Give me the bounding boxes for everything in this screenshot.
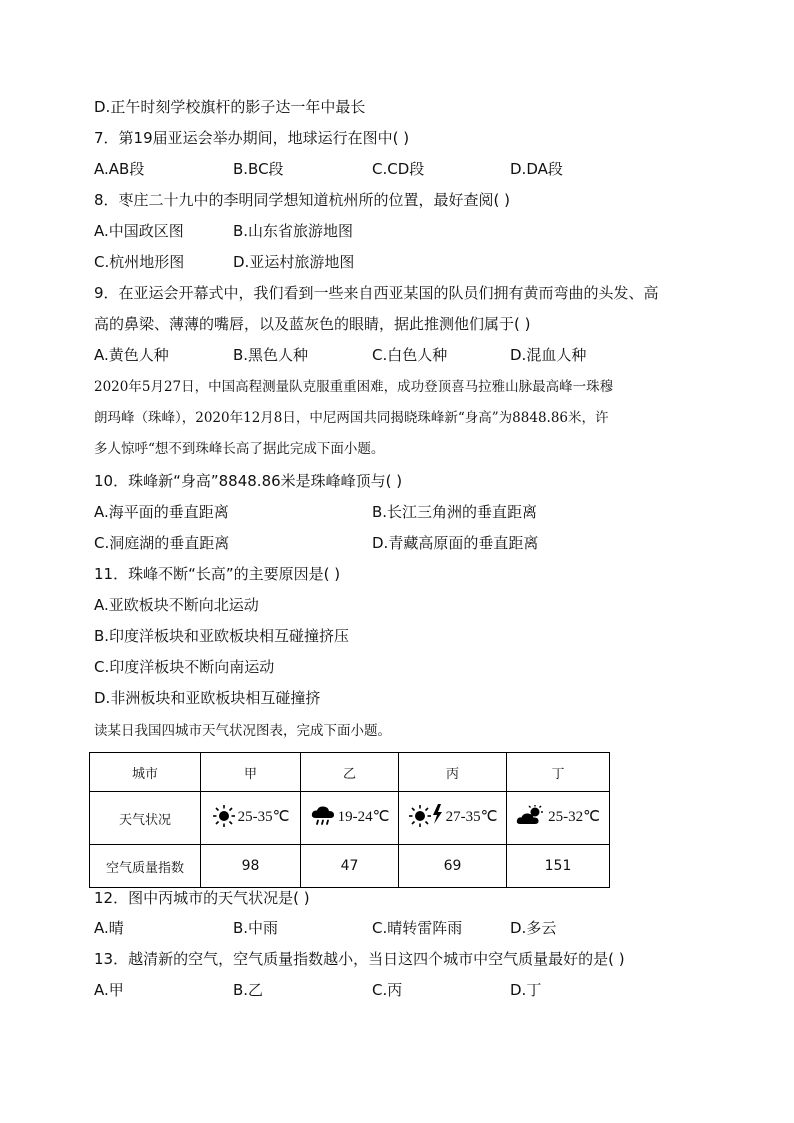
weather-label: 天气状况 — [90, 792, 201, 845]
aqi-yi: 47 — [301, 845, 399, 888]
q6-option-d: D.正午时刻学校旗杆的影子达一年中最长 — [94, 98, 366, 116]
table-intro: 读某日我国四城市天气状况图表，完成下面小题。 — [94, 723, 391, 739]
q8-option-c: C.杭州地形图 — [94, 253, 185, 271]
header-jia: 甲 — [201, 753, 301, 792]
rain-icon — [310, 804, 336, 828]
q7-option-a: A.AB段 — [94, 160, 145, 178]
q12-option-c: C.晴转雷阵雨 — [372, 919, 463, 937]
table-aqi-row — [90, 845, 610, 888]
question-12: 12．图中丙城市的天气状况是( ) — [94, 889, 310, 907]
weather-cell-bing — [399, 792, 507, 845]
q9-option-c: C.白色人种 — [372, 346, 448, 364]
passage-line-1: 2020年5月27日，中国高程测量队克服重重困难，成功登顶喜马拉雅山脉最高峰一珠穆 — [94, 379, 614, 395]
q13-option-a: A.甲 — [94, 981, 124, 999]
sun-thunder-icon — [408, 803, 444, 829]
sun-icon — [212, 804, 236, 828]
question-13: 13．越清新的空气，空气质量指数越小，当日这四个城市中空气质量最好的是( ) — [94, 950, 625, 968]
temp-yi: 19-24℃ — [337, 808, 390, 825]
q8-option-d: D.亚运村旅游地图 — [233, 253, 355, 271]
q9-option-a: A.黄色人种 — [94, 346, 169, 364]
passage-line-3: 多人惊呼“想不到珠峰长高了据此完成下面小题。 — [94, 441, 385, 457]
q12-option-d: D.多云 — [510, 919, 557, 937]
temp-bing: 27-35℃ — [445, 808, 498, 825]
q13-option-c: C.丙 — [372, 981, 403, 999]
question-11: 11．珠峰不断“长高”的主要原因是( ) — [94, 565, 341, 583]
q11-option-a: A.亚欧板块不断向北运动 — [94, 596, 259, 614]
header-city: 城市 — [90, 753, 201, 792]
header-ding: 丁 — [507, 753, 610, 792]
q7-option-b: B.BC段 — [233, 160, 284, 178]
q11-option-c: C.印度洋板块不断向南运动 — [94, 658, 275, 676]
question-9-line-2: 高的鼻梁、薄薄的嘴唇，以及蓝灰色的眼睛，据此推测他们属于( ) — [94, 315, 531, 333]
weather-cell-jia — [201, 792, 301, 845]
q8-option-b: B.山东省旅游地图 — [233, 222, 354, 240]
weather-cell-yi — [301, 792, 399, 845]
aqi-ding: 151 — [507, 845, 610, 888]
q13-option-d: D.丁 — [510, 981, 542, 999]
aqi-bing: 69 — [399, 845, 507, 888]
cloudy-icon — [516, 805, 546, 827]
q7-option-d: D.DA段 — [510, 160, 563, 178]
q7-option-c: C.CD段 — [372, 160, 425, 178]
q11-option-b: B.印度洋板块和亚欧板块相互碰撞挤压 — [94, 627, 350, 645]
q10-option-b: B.长江三角洲的垂直距离 — [372, 503, 538, 521]
aqi-jia: 98 — [201, 845, 301, 888]
question-8: 8．枣庄二十九中的李明同学想知道杭州所的位置，最好查阅( ) — [94, 191, 511, 209]
temp-jia: 25-35℃ — [237, 808, 290, 825]
question-10: 10．珠峰新“身高”8848.86米是珠峰峰顶与( ) — [94, 472, 403, 490]
table-header-row — [90, 753, 610, 792]
header-bing: 丙 — [399, 753, 507, 792]
question-9-line-1: 9．在亚运会开幕式中，我们看到一些来自西亚某国的队员们拥有黄而弯曲的头发、高 — [94, 284, 659, 302]
question-7: 7．第19届亚运会举办期间，地球运行在图中( ) — [94, 129, 410, 147]
temp-ding: 25-32℃ — [548, 808, 600, 825]
aqi-label: 空气质量指数 — [90, 845, 201, 888]
weather-cell-ding — [507, 792, 610, 845]
q13-option-b: B.乙 — [233, 981, 264, 999]
passage-line-2: 朗玛峰（珠峰），2020年12月8日，中尼两国共同揭晓珠峰新“身高”为8848.86米，许 — [94, 410, 609, 426]
q8-option-a: A.中国政区图 — [94, 222, 184, 240]
header-yi: 乙 — [301, 753, 399, 792]
q10-option-a: A.海平面的垂直距离 — [94, 503, 229, 521]
weather-table — [89, 752, 610, 888]
q11-option-d: D.非洲板块和亚欧板块相互碰撞挤 — [94, 689, 321, 707]
table-weather-row — [90, 792, 610, 845]
q12-option-b: B.中雨 — [233, 919, 279, 937]
q12-option-a: A.晴 — [94, 919, 124, 937]
q10-option-d: D.青藏高原面的垂直距离 — [372, 534, 539, 552]
q10-option-c: C.洞庭湖的垂直距离 — [94, 534, 230, 552]
q9-option-b: B.黑色人种 — [233, 346, 309, 364]
q9-option-d: D.混血人种 — [510, 346, 587, 364]
